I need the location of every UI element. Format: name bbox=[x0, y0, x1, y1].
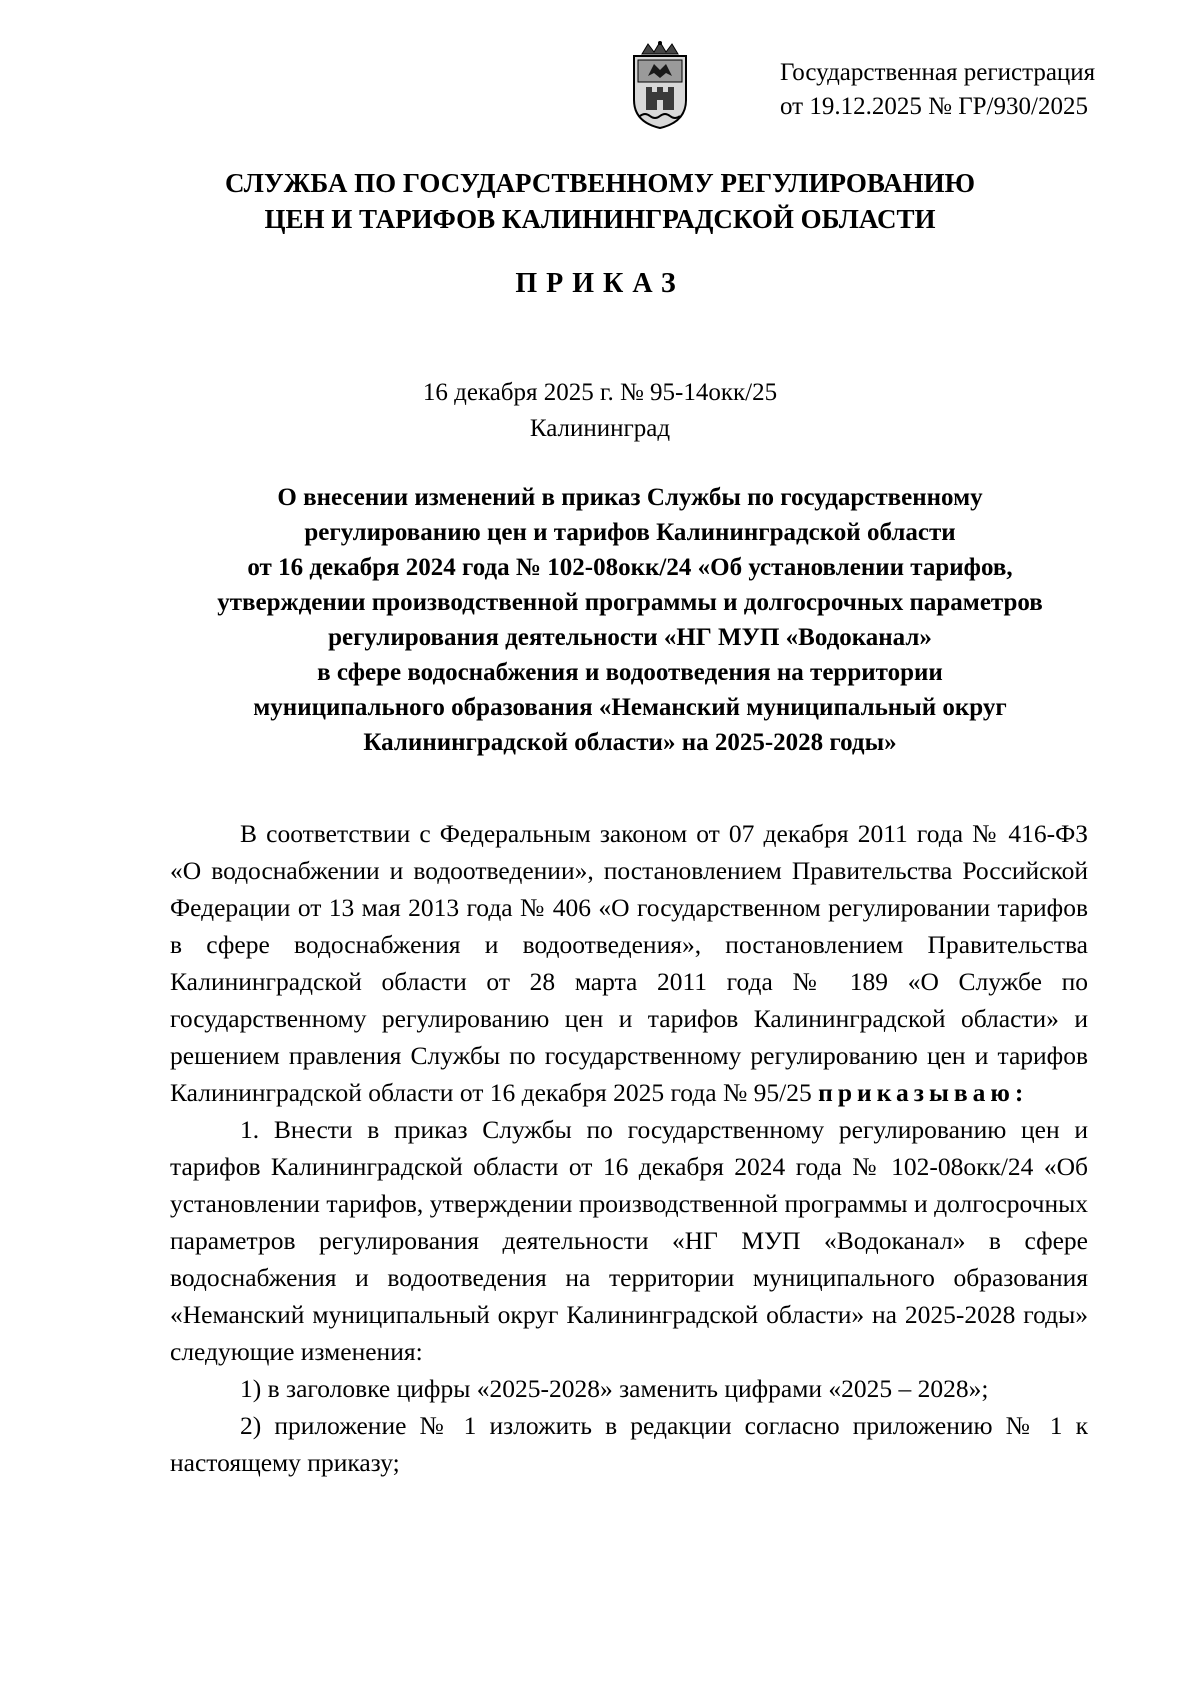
document-type: ПРИКАЗ bbox=[515, 268, 685, 299]
sub-item-1: 1) в заголовке цифры «2025-2028» заменить цифрами «2025 – 2028»; bbox=[240, 1374, 989, 1403]
item-1-paragraph: 1. Внести в приказ Службы по государственному регулированию цен и тарифов Калининградской области от 16 декабря 2024 года № 102-08окк/24 «Об установлении тарифов, утверждении производственной программы и долгосрочных параметров регулирования деятельности «НГ МУП «Водоканал» в сфере водоснабжения и водоотведения на территории муниципального образования «Неманский муниципальный округ Калининградской области» на 2025-2028 годы» следующие изменения: bbox=[170, 1115, 1088, 1366]
order-subject bbox=[170, 480, 1090, 760]
organization-line: ЦЕН И ТАРИФОВ КАЛИНИНГРАДСКОЙ ОБЛАСТИ bbox=[264, 204, 936, 234]
subject-line: Калининградской области» на 2025-2028 годы» bbox=[363, 729, 897, 756]
registration-number: от 19.12.2025 № ГР/930/2025 bbox=[780, 93, 1088, 120]
sub-item-2: 2) приложение № 1 изложить в редакции согласно приложению № 1 к настоящему приказу; bbox=[170, 1411, 1088, 1477]
state-registration bbox=[780, 56, 1140, 124]
subject-line: от 16 декабря 2024 года № 102-08окк/24 «Об установлении тарифов, bbox=[247, 554, 1013, 581]
preamble-text: В соответствии с Федеральным законом от 07 декабря 2011 года № 416-ФЗ «О водоснабжении и водоотведении», постановлением Правительства Российской Федерации от 13 мая 2013 года № 406 «О государственном регулировании тарифов в сфере водоснабжения и водоотведения», постановлением Правительства Калининградской области от 28 марта 2011 года № 189 «О Службе по государственному регулированию цен и тарифов Калининградской области» и решением правления Службы по государственному регулированию цен и тарифов Калининградской области от 16 декабря 2025 года № 95/25 bbox=[170, 819, 1088, 1107]
registration-label: Государственная регистрация bbox=[780, 59, 1096, 86]
preamble-paragraph bbox=[170, 815, 1088, 1111]
subject-line: утверждении производственной программы и долгосрочных параметров bbox=[217, 589, 1043, 616]
order-date-number: 16 декабря 2025 г. № 95-14окк/25 bbox=[422, 379, 778, 406]
subject-line: регулированию цен и тарифов Калининградской области bbox=[304, 519, 956, 546]
subject-line: в сфере водоснабжения и водоотведения на территории bbox=[317, 659, 943, 686]
city: Калининград bbox=[529, 415, 671, 442]
subject-line: О внесении изменений в приказ Службы по государственному bbox=[277, 484, 983, 511]
subject-line: муниципального образования «Неманский муниципальный округ bbox=[253, 694, 1007, 721]
order-body bbox=[170, 815, 1088, 1481]
order-word: приказываю: bbox=[818, 1078, 1029, 1107]
coat-of-arms-icon bbox=[628, 40, 692, 130]
organization-line: СЛУЖБА ПО ГОСУДАРСТВЕННОМУ РЕГУЛИРОВАНИЮ bbox=[224, 168, 976, 198]
organization-name bbox=[0, 165, 1200, 237]
date-and-city bbox=[0, 375, 1200, 447]
subject-line: регулирования деятельности «НГ МУП «Водоканал» bbox=[328, 624, 932, 651]
